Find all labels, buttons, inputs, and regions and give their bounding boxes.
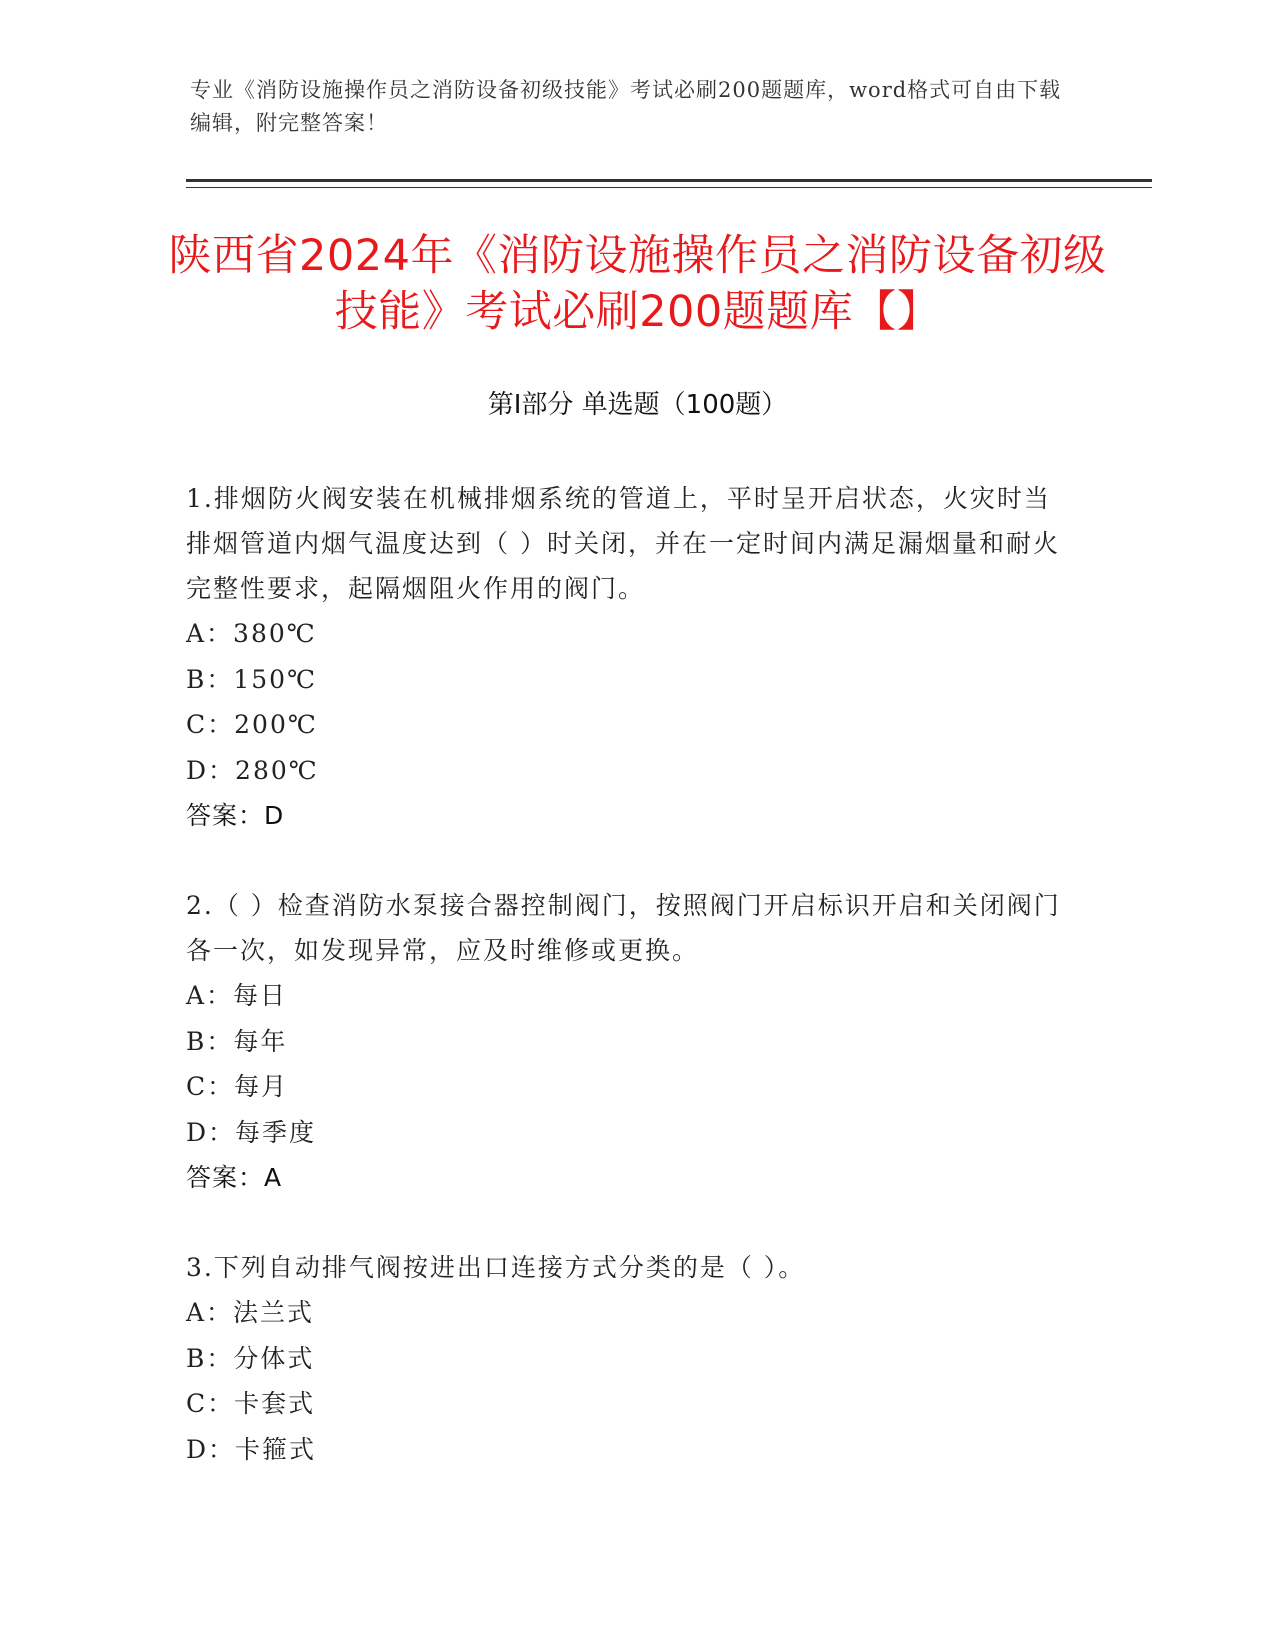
question-text: 3.下列自动排气阀按进出口连接方式分类的是（ ）。 — [186, 1253, 806, 1282]
document-title: 陕西省2024年《消防设施操作员之消防设备初级技能》考试必刷200题题库【】 — [168, 231, 1107, 337]
option-d: D：每季度 — [186, 1117, 317, 1147]
question-2 — [186, 883, 1066, 1201]
option-c: C：200℃ — [186, 710, 318, 739]
option-b: B：150℃ — [186, 664, 318, 694]
option-b: B：分体式 — [186, 1343, 315, 1373]
question-text: 2.（ ）检查消防水泵接合器控制阀门，按照阀门开启标识开启和关闭阀门各一次，如发现异常，应及时维修或更换。 — [186, 891, 1061, 965]
question-3 — [186, 1245, 1066, 1472]
option-a: A：380℃ — [186, 619, 317, 648]
section-title: 第I部分 单选题（100题） — [487, 390, 788, 420]
header-divider-thin — [186, 187, 1152, 188]
option-d: D：卡箍式 — [186, 1434, 317, 1464]
option-b: B：每年 — [186, 1026, 288, 1056]
option-c: C：卡套式 — [186, 1389, 316, 1418]
question-list — [186, 476, 1066, 1516]
option-a: A：法兰式 — [186, 1298, 315, 1327]
option-a: A：每日 — [186, 981, 288, 1010]
option-d: D：280℃ — [186, 755, 319, 785]
answer: 答案：D — [186, 801, 285, 830]
question-1 — [186, 476, 1066, 839]
question-text: 1.排烟防火阀安装在机械排烟系统的管道上，平时呈开启状态，火灾时当排烟管道内烟气温度达到（ ）时关闭，并在一定时间内满足漏烟量和耐火完整性要求，起隔烟阻火作用的阀门。 — [186, 484, 1060, 603]
answer: 答案：A — [186, 1163, 283, 1192]
option-c: C：每月 — [186, 1072, 289, 1101]
header-note: 专业《消防设施操作员之消防设备初级技能》考试必刷200题题库，word格式可自由下载编辑，附完整答案！ — [190, 78, 1062, 135]
header-divider-thick — [186, 179, 1152, 182]
